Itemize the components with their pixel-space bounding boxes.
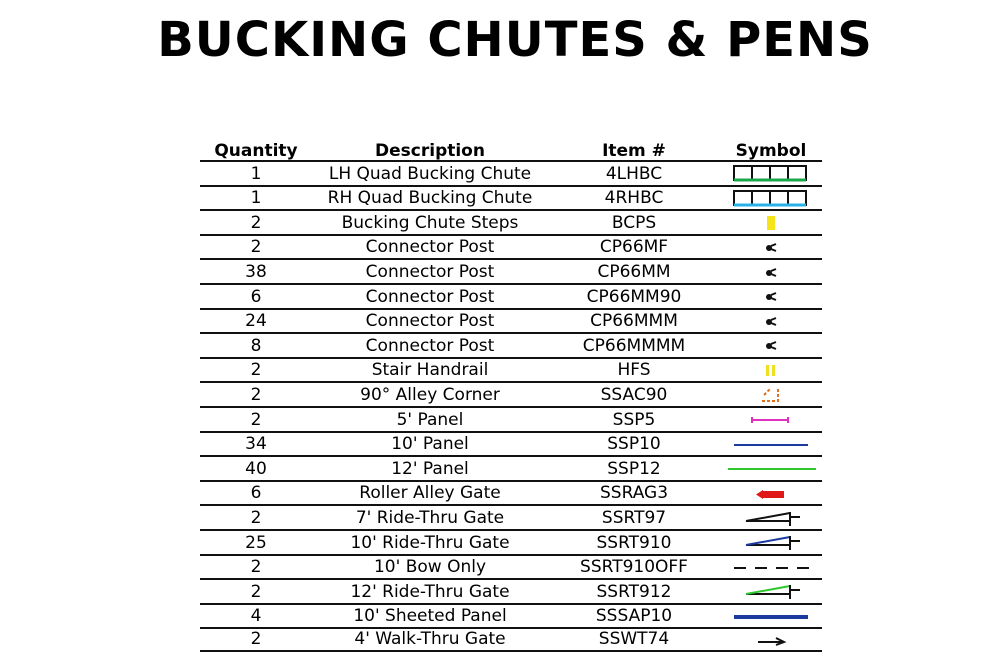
row-quantity: 1: [250, 163, 262, 184]
walkgate-icon: [726, 630, 816, 650]
handrail-icon: [726, 360, 816, 380]
row-item-number: CP66MM: [597, 261, 671, 282]
post-icon: [726, 262, 816, 282]
table-row: [200, 160, 822, 185]
row-description: Stair Handrail: [371, 360, 489, 381]
row-symbol: [720, 482, 822, 505]
header-item: Item #: [602, 141, 666, 161]
row-symbol: [720, 531, 822, 554]
page-title: BUCKING CHUTES & PENS: [157, 12, 873, 68]
table-row: [200, 578, 822, 603]
row-symbol: [720, 236, 822, 259]
row-item-number: SSRT97: [601, 507, 667, 528]
table-row: [200, 357, 822, 382]
row-description: 12' Panel: [391, 458, 469, 479]
row-item-number: SSAC90: [600, 384, 668, 405]
row-description: 10' Ride-Thru Gate: [350, 532, 510, 553]
row-description: Bucking Chute Steps: [341, 212, 519, 233]
table-row: [200, 529, 822, 554]
table-row: [200, 209, 822, 234]
row-item-number: SSRT910: [596, 532, 672, 553]
post-icon: [726, 237, 816, 257]
row-description: LH Quad Bucking Chute: [328, 163, 532, 184]
row-item-number: SSP10: [607, 434, 661, 455]
gate-icon: [726, 532, 816, 552]
row-description: 10' Bow Only: [373, 557, 487, 578]
row-description: Connector Post: [365, 286, 495, 307]
table-header: [200, 136, 822, 160]
row-quantity: 1: [250, 188, 262, 209]
sheeted-icon: [726, 606, 816, 626]
row-item-number: SSWT74: [598, 628, 670, 649]
header-symbol: Symbol: [735, 141, 807, 161]
table-row: [200, 504, 822, 529]
row-quantity: 38: [245, 261, 267, 282]
table-row: [200, 554, 822, 579]
table-row: [200, 406, 822, 431]
roller-icon: [726, 483, 816, 503]
row-description: 5' Panel: [396, 409, 464, 430]
row-symbol: [720, 187, 822, 210]
table-row: [200, 381, 822, 406]
table-row: [200, 480, 822, 505]
line-short-icon: [726, 409, 816, 429]
dashed-icon: [726, 557, 816, 577]
row-item-number: CP66MM90: [586, 286, 682, 307]
row-description: Connector Post: [365, 237, 495, 258]
row-symbol: [720, 580, 822, 603]
row-symbol: [720, 629, 822, 650]
row-item-number: 4RHBC: [604, 188, 664, 209]
row-quantity: 8: [250, 335, 262, 356]
row-quantity: 2: [250, 384, 262, 405]
row-item-number: SSSAP10: [595, 606, 673, 627]
row-description: 10' Panel: [391, 434, 469, 455]
chute-rh-icon: [726, 188, 816, 208]
row-description: Connector Post: [365, 335, 495, 356]
gate-icon: [726, 508, 816, 528]
steps-icon: [726, 212, 816, 232]
row-quantity: 2: [250, 557, 262, 578]
row-symbol: [720, 285, 822, 308]
table-row: [200, 185, 822, 210]
header-quantity: Quantity: [214, 141, 298, 161]
row-symbol: [720, 162, 822, 185]
table-body: [200, 160, 822, 652]
row-symbol: [720, 605, 822, 628]
row-quantity: 25: [245, 532, 267, 553]
table-row: [200, 234, 822, 259]
table-row: [200, 627, 822, 652]
row-description: RH Quad Bucking Chute: [327, 188, 533, 209]
row-symbol: [720, 260, 822, 283]
row-description: 12' Ride-Thru Gate: [350, 581, 510, 602]
row-description: 7' Ride-Thru Gate: [355, 507, 505, 528]
post-icon: [726, 311, 816, 331]
row-quantity: 2: [250, 507, 262, 528]
row-symbol: [720, 408, 822, 431]
table-row: [200, 603, 822, 628]
row-item-number: CP66MMM: [590, 311, 678, 332]
row-quantity: 6: [250, 483, 262, 504]
table-row: [200, 455, 822, 480]
row-item-number: SSRAG3: [599, 483, 669, 504]
line-medium-icon: [726, 434, 816, 454]
row-symbol: [720, 457, 822, 480]
row-symbol: [720, 359, 822, 382]
corner-icon: [726, 385, 816, 405]
row-symbol: [720, 383, 822, 406]
table-row: [200, 283, 822, 308]
row-item-number: CP66MMMM: [582, 335, 686, 356]
post-icon: [726, 286, 816, 306]
row-symbol: [720, 334, 822, 357]
row-item-number: 4LHBC: [605, 163, 663, 184]
post-icon: [726, 335, 816, 355]
table-row: [200, 431, 822, 456]
line-long-icon: [726, 458, 816, 478]
row-description: 4' Walk-Thru Gate: [354, 628, 506, 649]
row-symbol: [720, 211, 822, 234]
row-symbol: [720, 310, 822, 333]
row-quantity: 4: [250, 606, 262, 627]
row-description: Connector Post: [365, 311, 495, 332]
row-item-number: SSRT910OFF: [580, 557, 688, 578]
row-description: 10' Sheeted Panel: [353, 606, 507, 627]
row-quantity: 2: [250, 212, 262, 233]
row-symbol: [720, 506, 822, 529]
chute-lh-icon: [726, 163, 816, 183]
table-row: [200, 258, 822, 283]
table-row: [200, 332, 822, 357]
table-row: [200, 308, 822, 333]
row-description: 90° Alley Corner: [360, 384, 500, 405]
row-quantity: 6: [250, 286, 262, 307]
row-quantity: 24: [245, 311, 267, 332]
row-description: Connector Post: [365, 261, 495, 282]
row-quantity: 40: [245, 458, 267, 479]
row-quantity: 2: [250, 581, 262, 602]
row-item-number: CP66MF: [599, 237, 669, 258]
parts-table: [200, 136, 822, 652]
row-symbol: [720, 556, 822, 579]
row-quantity: 2: [250, 409, 262, 430]
row-item-number: BCPS: [611, 212, 657, 233]
row-quantity: 2: [250, 360, 262, 381]
row-quantity: 2: [250, 628, 262, 649]
header-description: Description: [375, 141, 485, 161]
row-item-number: HFS: [617, 360, 651, 381]
row-quantity: 34: [245, 434, 267, 455]
gate-icon: [726, 581, 816, 601]
row-quantity: 2: [250, 237, 262, 258]
row-item-number: SSRT912: [596, 581, 672, 602]
row-item-number: SSP5: [612, 409, 656, 430]
row-description: Roller Alley Gate: [359, 483, 501, 504]
row-item-number: SSP12: [607, 458, 661, 479]
row-symbol: [720, 433, 822, 456]
